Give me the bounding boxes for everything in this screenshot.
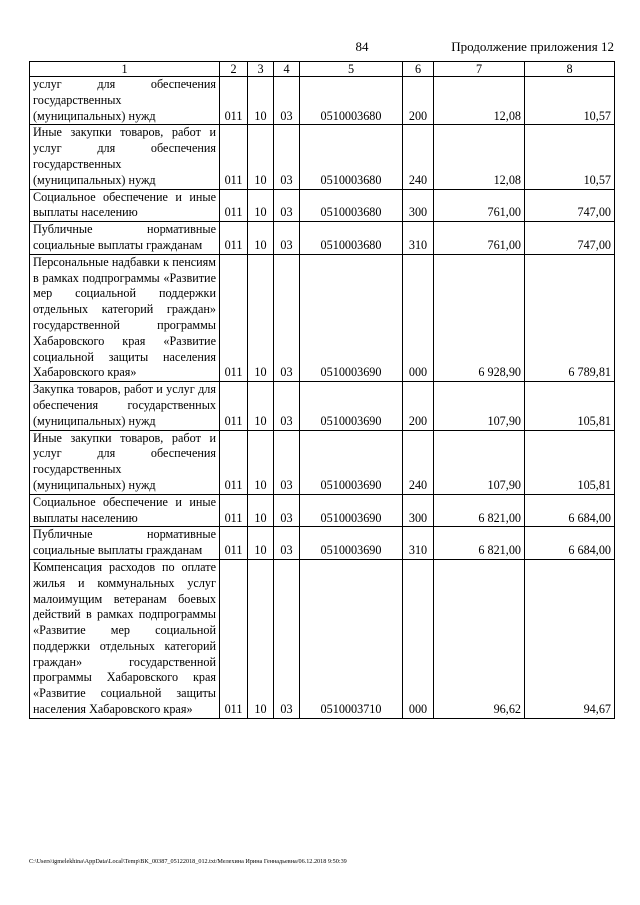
table-row xyxy=(30,494,615,527)
column-number: 1 xyxy=(30,62,220,77)
target-article-code: 0510003680 xyxy=(300,189,403,222)
ministry-code: 011 xyxy=(220,222,248,255)
column-number: 7 xyxy=(434,62,525,77)
amount-col7: 107,90 xyxy=(434,430,525,494)
target-article-code: 0510003680 xyxy=(300,77,403,125)
table-row xyxy=(30,77,615,125)
amount-col7: 12,08 xyxy=(434,77,525,125)
row-description: услуг для обеспечения государственных (муниципальных) нужд xyxy=(30,77,220,125)
ministry-code: 011 xyxy=(220,527,248,560)
section-code: 10 xyxy=(248,527,274,560)
table-row xyxy=(30,254,615,381)
expense-type-code: 310 xyxy=(403,222,434,255)
budget-table xyxy=(29,61,615,719)
row-description: Социальное обеспечение и иные выплаты населению xyxy=(30,494,220,527)
expense-type-code: 240 xyxy=(403,125,434,189)
table-body xyxy=(30,77,615,719)
target-article-code: 0510003690 xyxy=(300,254,403,381)
row-description: Иные закупки товаров, работ и услуг для обеспечения государственных (муниципальных) нужд xyxy=(30,430,220,494)
subsection-code: 03 xyxy=(274,222,300,255)
amount-col7: 761,00 xyxy=(434,222,525,255)
amount-col8: 6 684,00 xyxy=(525,494,615,527)
column-number: 5 xyxy=(300,62,403,77)
section-code: 10 xyxy=(248,125,274,189)
expense-type-code: 240 xyxy=(403,430,434,494)
table-row xyxy=(30,189,615,222)
ministry-code: 011 xyxy=(220,382,248,430)
expense-type-code: 200 xyxy=(403,77,434,125)
column-number: 2 xyxy=(220,62,248,77)
subsection-code: 03 xyxy=(274,494,300,527)
amount-col8: 94,67 xyxy=(525,559,615,718)
section-code: 10 xyxy=(248,222,274,255)
section-code: 10 xyxy=(248,559,274,718)
subsection-code: 03 xyxy=(274,189,300,222)
subsection-code: 03 xyxy=(274,527,300,560)
expense-type-code: 300 xyxy=(403,189,434,222)
subsection-code: 03 xyxy=(274,559,300,718)
table-row xyxy=(30,222,615,255)
column-number: 4 xyxy=(274,62,300,77)
appendix-continuation-label: Продолжение приложения 12 xyxy=(451,39,614,54)
target-article-code: 0510003710 xyxy=(300,559,403,718)
section-code: 10 xyxy=(248,254,274,381)
section-code: 10 xyxy=(248,430,274,494)
table-row xyxy=(30,125,615,189)
amount-col7: 6 928,90 xyxy=(434,254,525,381)
subsection-code: 03 xyxy=(274,430,300,494)
subsection-code: 03 xyxy=(274,382,300,430)
amount-col8: 747,00 xyxy=(525,222,615,255)
target-article-code: 0510003690 xyxy=(300,382,403,430)
page-number: 84 xyxy=(355,39,369,54)
expense-type-code: 000 xyxy=(403,254,434,381)
amount-col8: 10,57 xyxy=(525,77,615,125)
ministry-code: 011 xyxy=(220,559,248,718)
row-description: Закупка товаров, работ и услуг для обеспечения государственных (муниципальных) нужд xyxy=(30,382,220,430)
amount-col8: 105,81 xyxy=(525,382,615,430)
amount-col7: 6 821,00 xyxy=(434,494,525,527)
amount-col7: 96,62 xyxy=(434,559,525,718)
section-code: 10 xyxy=(248,77,274,125)
expense-type-code: 300 xyxy=(403,494,434,527)
section-code: 10 xyxy=(248,189,274,222)
row-description: Социальное обеспечение и иные выплаты населению xyxy=(30,189,220,222)
ministry-code: 011 xyxy=(220,125,248,189)
row-description: Компенсация расходов по оплате жилья и коммунальных услуг малоимущим ветеранам боевых действий в рамках подпрограммы «Развитие мер социальной поддержки отдельных категорий граждан» государственной программы Хабаровского края «Развитие социальной защиты населения Хабаровского края» xyxy=(30,559,220,718)
amount-col8: 105,81 xyxy=(525,430,615,494)
section-code: 10 xyxy=(248,494,274,527)
subsection-code: 03 xyxy=(274,77,300,125)
row-description: Персональные надбавки к пенсиям в рамках подпрограммы «Развитие мер социальной поддержки отдельных категорий граждан» государственной программы Хабаровского края «Развитие социальной защиты населения Хабаровского края» xyxy=(30,254,220,381)
column-number-row xyxy=(30,62,615,77)
ministry-code: 011 xyxy=(220,430,248,494)
ministry-code: 011 xyxy=(220,189,248,222)
column-number: 8 xyxy=(525,62,615,77)
table-row xyxy=(30,430,615,494)
amount-col7: 107,90 xyxy=(434,382,525,430)
amount-col7: 6 821,00 xyxy=(434,527,525,560)
expense-type-code: 000 xyxy=(403,559,434,718)
row-description: Иные закупки товаров, работ и услуг для обеспечения государственных (муниципальных) нужд xyxy=(30,125,220,189)
target-article-code: 0510003690 xyxy=(300,494,403,527)
subsection-code: 03 xyxy=(274,125,300,189)
row-description: Публичные нормативные социальные выплаты гражданам xyxy=(30,527,220,560)
column-number: 6 xyxy=(403,62,434,77)
footer-file-path: C:\Users\igmelekhina\AppData\Local\Temp\BK_00387_05122018_012.txt/Мелехина Ирина Геннадьевна/06.12.2018 9:50:39 xyxy=(29,858,347,865)
table-row xyxy=(30,559,615,718)
amount-col8: 747,00 xyxy=(525,189,615,222)
ministry-code: 011 xyxy=(220,77,248,125)
target-article-code: 0510003690 xyxy=(300,527,403,560)
expense-type-code: 200 xyxy=(403,382,434,430)
row-description: Публичные нормативные социальные выплаты гражданам xyxy=(30,222,220,255)
target-article-code: 0510003680 xyxy=(300,125,403,189)
table-row xyxy=(30,527,615,560)
ministry-code: 011 xyxy=(220,254,248,381)
target-article-code: 0510003690 xyxy=(300,430,403,494)
column-number: 3 xyxy=(248,62,274,77)
amount-col8: 6 789,81 xyxy=(525,254,615,381)
amount-col8: 10,57 xyxy=(525,125,615,189)
subsection-code: 03 xyxy=(274,254,300,381)
amount-col7: 761,00 xyxy=(434,189,525,222)
amount-col8: 6 684,00 xyxy=(525,527,615,560)
amount-col7: 12,08 xyxy=(434,125,525,189)
expense-type-code: 310 xyxy=(403,527,434,560)
section-code: 10 xyxy=(248,382,274,430)
ministry-code: 011 xyxy=(220,494,248,527)
target-article-code: 0510003680 xyxy=(300,222,403,255)
table-row xyxy=(30,382,615,430)
